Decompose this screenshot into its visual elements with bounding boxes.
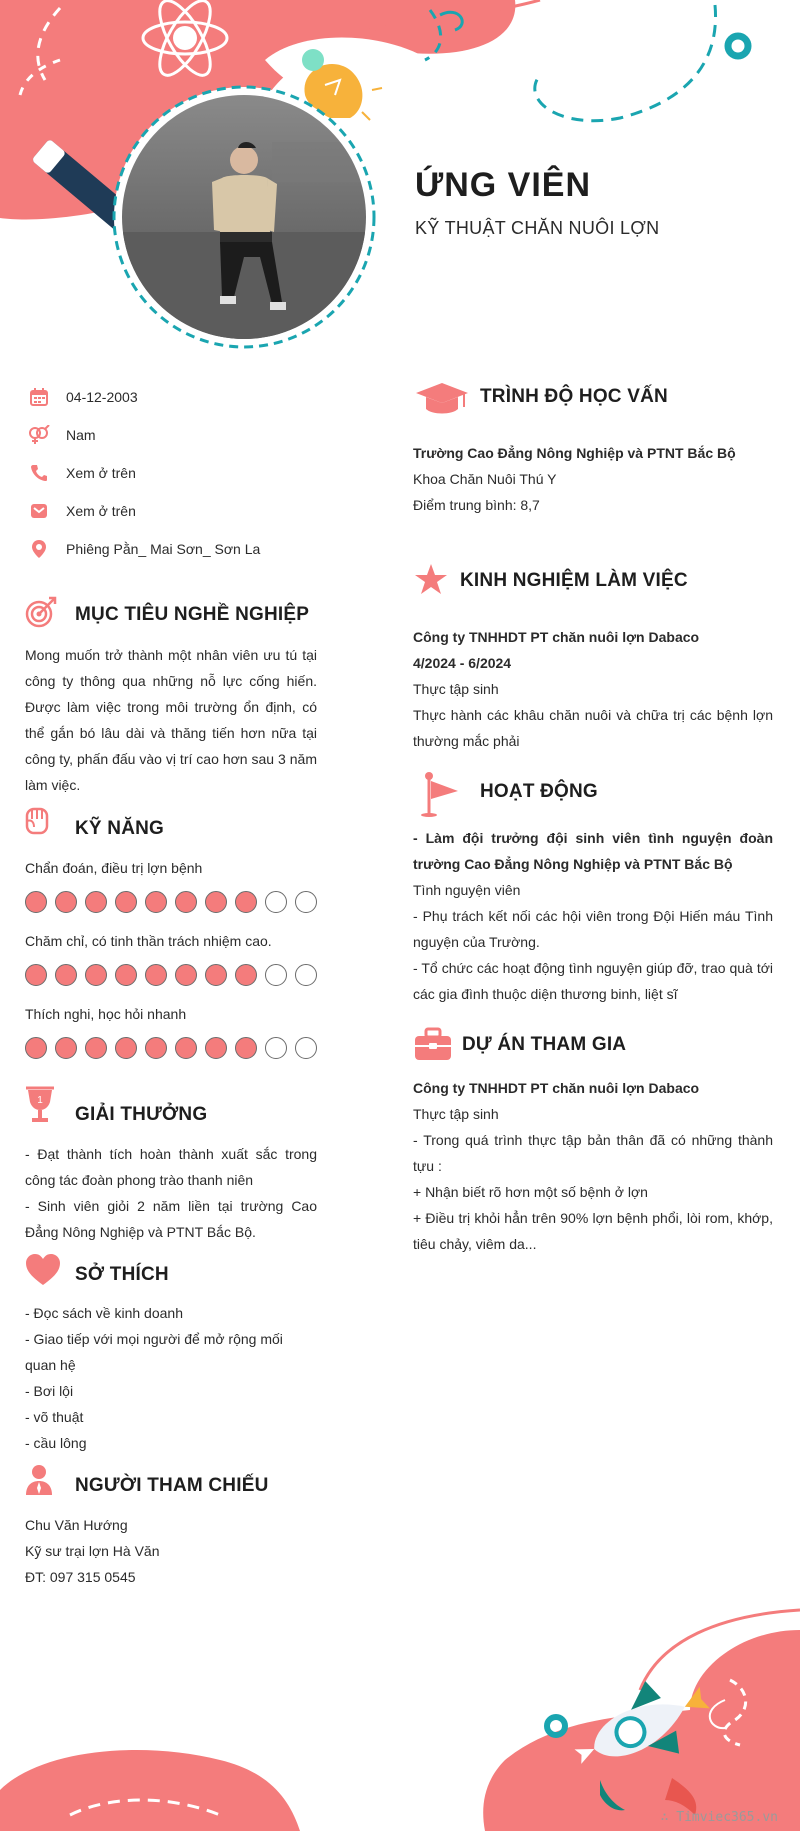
phone-icon [28, 462, 50, 484]
skill-dot-filled [85, 891, 107, 913]
skill-1-rating [25, 891, 317, 913]
skill-dot-filled [235, 1037, 257, 1059]
watermark: ∴ Timviec365.vn [660, 1810, 778, 1825]
contact-address [28, 537, 260, 561]
skill-dot-filled [145, 1037, 167, 1059]
skill-dot-filled [115, 891, 137, 913]
gender-value: Nam [66, 427, 96, 443]
skill-dot-filled [85, 964, 107, 986]
skill-dot-filled [115, 1037, 137, 1059]
contact-phone [28, 461, 136, 485]
activity-role: Tình nguyện viên [413, 882, 521, 898]
address-value: Phiêng Pằn_ Mai Sơn_ Sơn La [66, 541, 261, 557]
skill-dot-filled [175, 1037, 197, 1059]
school-name: Trường Cao Đẳng Nông Nghiệp và PTNT Bắc Bộ [413, 445, 736, 461]
phone-value: Xem ở trên [66, 465, 136, 481]
reference-item: ĐT: 097 315 0545 [25, 1569, 136, 1585]
avatar [112, 82, 376, 352]
activity-item: - Phụ trách kết nối các hội viên trong Đội Hiến máu Tình nguyện của Trường. [413, 908, 773, 950]
awards-title: GIẢI THƯỞNG [75, 1104, 208, 1125]
skill-dot-filled [25, 1037, 47, 1059]
project-item: - Trong quá trình thực tập bản thân đã có những thành tựu : [413, 1132, 773, 1174]
objective-title: MỤC TIÊU NGHỀ NGHIỆP [75, 604, 310, 625]
skill-dot-empty [295, 891, 317, 913]
references-title: NGƯỜI THAM CHIẾU [75, 1475, 269, 1496]
svg-text:1: 1 [37, 1095, 43, 1106]
skill-1-label: Chẩn đoán, điều trị lợn bệnh [25, 860, 203, 876]
skill-3-rating [25, 1037, 317, 1059]
location-pin-icon [28, 538, 50, 560]
experience-company: Công ty TNHHDT PT chăn nuôi lợn Dabaco [413, 629, 700, 645]
hobby-item: - Giao tiếp với mọi người để mở rộng mối quan hệ [25, 1331, 283, 1373]
dob-value: 04-12-2003 [66, 389, 138, 405]
person-icon [24, 1464, 54, 1501]
activities-title: HOẠT ĐỘNG [480, 781, 598, 802]
skill-dot-filled [205, 1037, 227, 1059]
skill-dot-empty [295, 964, 317, 986]
contact-dob [28, 385, 138, 409]
briefcase-icon [414, 1027, 452, 1066]
target-icon [25, 596, 57, 633]
hobby-item: - võ thuật [25, 1409, 84, 1425]
award-item: - Sinh viên giỏi 2 năm liền tại trường Cao Đẳng Nông Nghiệp và PTNT Bắc Bộ. [25, 1198, 317, 1240]
gender-icon [28, 424, 50, 446]
graduation-cap-icon [414, 381, 470, 422]
skill-dot-filled [205, 964, 227, 986]
hobbies-list [25, 1300, 317, 1456]
skill-dot-empty [295, 1037, 317, 1059]
skill-dot-filled [115, 964, 137, 986]
activities-block [413, 825, 773, 1007]
project-company: Công ty TNHHDT PT chăn nuôi lợn Dabaco [413, 1080, 700, 1096]
projects-block [413, 1075, 773, 1257]
skill-dot-filled [205, 891, 227, 913]
flag-icon [420, 771, 460, 822]
candidate-name: ỨNG VIÊN [415, 166, 592, 204]
contact-gender [28, 423, 96, 447]
skill-dot-filled [85, 1037, 107, 1059]
skill-dot-filled [235, 891, 257, 913]
projects-title: DỰ ÁN THAM GIA [462, 1034, 627, 1055]
skill-dot-filled [145, 964, 167, 986]
hobby-item: - Đọc sách về kinh doanh [25, 1305, 183, 1321]
project-item: + Điều trị khỏi hẳn trên 90% lợn bệnh phổi, lòi rom, khớp, tiêu chảy, viêm da... [413, 1210, 773, 1252]
objective-text: Mong muốn trở thành một nhân viên ưu tú tại công ty thông qua những nỗ lực cống hiến. Được làm việc trong môi trường ổn định, có thể gắn bó lâu dài và thăng tiến hơn nữa tại công ty, phấn đấu vào vị trí cao hơn sau 3 năm làm việc. [25, 647, 317, 793]
job-position: KỸ THUẬT CHĂN NUÔI LỢN [415, 218, 660, 238]
experience-description: Thực hành các khâu chăn nuôi và chữa trị các bệnh lợn thường mắc phải [413, 707, 773, 749]
email-icon [28, 500, 50, 522]
education-block [413, 440, 773, 518]
hobby-item: - cầu lông [25, 1435, 87, 1451]
fist-icon [24, 805, 50, 842]
skill-dot-filled [235, 964, 257, 986]
major: Khoa Chăn Nuôi Thú Y [413, 471, 557, 487]
skill-dot-empty [265, 964, 287, 986]
skill-dot-filled [55, 891, 77, 913]
skill-dot-filled [25, 891, 47, 913]
email-value: Xem ở trên [66, 503, 136, 519]
calendar-icon [28, 386, 50, 408]
hobby-item: - Bơi lội [25, 1383, 74, 1399]
activity-item: - Tổ chức các hoạt động tình nguyện giúp đỡ, trao quà tới các gia đình thuộc diện thương binh, liệt sĩ [413, 960, 773, 1002]
skill-dot-filled [55, 1037, 77, 1059]
bottom-decoration [0, 1600, 800, 1831]
gpa: Điểm trung bình: 8,7 [413, 497, 540, 513]
skill-dot-filled [145, 891, 167, 913]
skill-dot-empty [265, 891, 287, 913]
skills-title: KỸ NĂNG [75, 818, 165, 839]
trophy-icon [24, 1086, 56, 1131]
activity-heading: - Làm đội trưởng đội sinh viên tình nguyện đoàn trường Cao Đẳng Nông Nghiệp và PTNT Bắc Bộ [413, 830, 773, 872]
education-title: TRÌNH ĐỘ HỌC VẤN [480, 386, 668, 407]
heart-icon [24, 1253, 62, 1292]
skill-dot-filled [55, 964, 77, 986]
star-icon [414, 563, 448, 602]
skill-dot-filled [25, 964, 47, 986]
reference-item: Kỹ sư trại lợn Hà Văn [25, 1543, 160, 1559]
skill-dot-filled [175, 891, 197, 913]
skill-2-label: Chăm chỉ, có tinh thần trách nhiệm cao. [25, 933, 272, 949]
skill-3-label: Thích nghi, học hỏi nhanh [25, 1006, 187, 1022]
skill-2-rating [25, 964, 317, 986]
experience-role: Thực tập sinh [413, 681, 499, 697]
award-item: - Đạt thành tích hoàn thành xuất sắc trong công tác đoàn phong trào thanh niên [25, 1146, 317, 1188]
skill-dot-filled [175, 964, 197, 986]
project-role: Thực tập sinh [413, 1106, 499, 1122]
project-item: + Nhận biết rõ hơn một số bệnh ở lợn [413, 1184, 648, 1200]
experience-title: KINH NGHIỆM LÀM VIỆC [460, 570, 688, 591]
reference-item: Chu Văn Hướng [25, 1517, 128, 1533]
experience-block [413, 624, 773, 754]
references-list [25, 1512, 317, 1590]
experience-period: 4/2024 - 6/2024 [413, 655, 512, 671]
skill-dot-empty [265, 1037, 287, 1059]
contact-email [28, 499, 136, 523]
hobbies-title: SỞ THÍCH [75, 1264, 169, 1285]
awards-list [25, 1141, 317, 1245]
